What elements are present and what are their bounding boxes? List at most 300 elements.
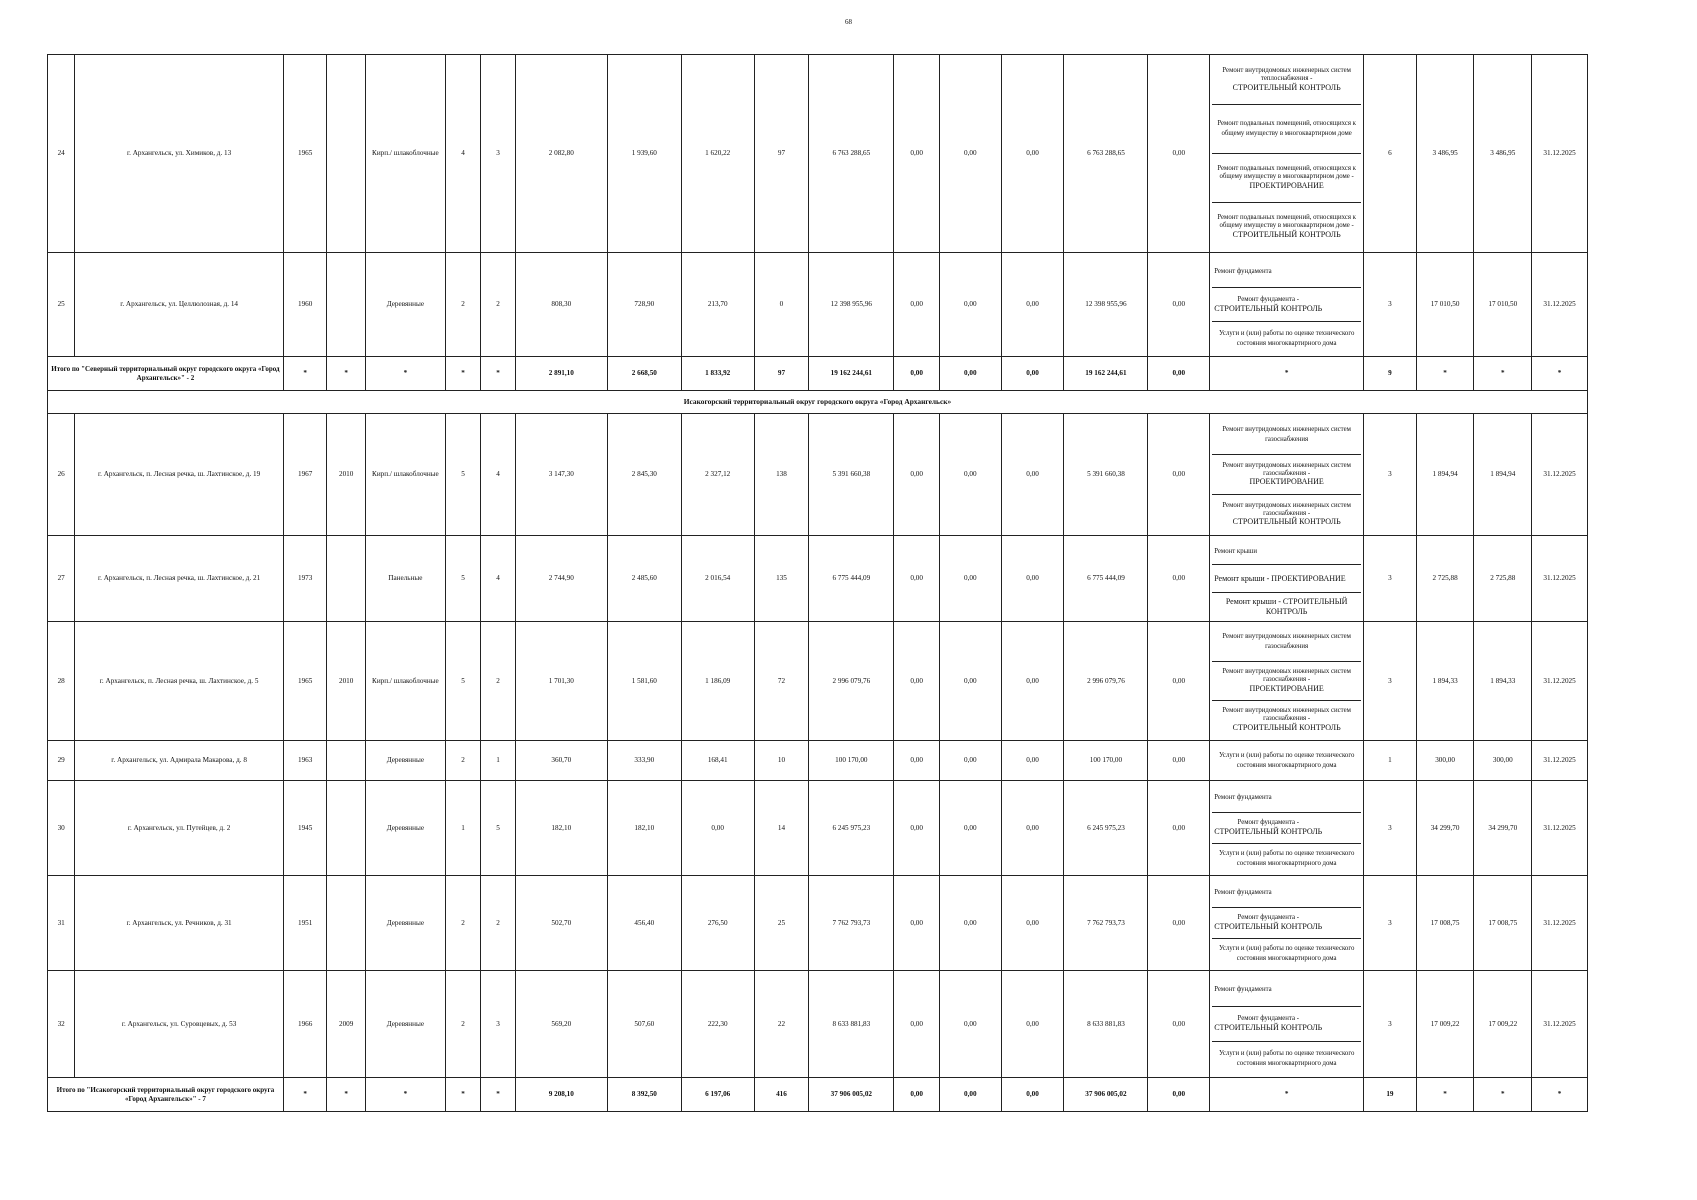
cell-n: 24 — [48, 55, 75, 253]
cell-year-overhaul: 2009 — [327, 971, 365, 1078]
work-item-stage: СТРОИТЕЛЬНЫЙ КОНТРОЛЬ — [1232, 229, 1341, 239]
work-item — [1212, 537, 1361, 565]
work-item — [1212, 939, 1361, 969]
work-item — [1212, 972, 1361, 1007]
total-works-count: 19 — [1364, 1078, 1417, 1112]
table-row — [48, 781, 1588, 876]
cell-c-mun: 0,00 — [1001, 781, 1064, 876]
cell-c-fed: 0,00 — [894, 741, 940, 781]
total-residents: 416 — [754, 1078, 809, 1112]
cell-residents: 22 — [754, 971, 809, 1078]
cell-unit-limit: 17 009,22 — [1474, 971, 1532, 1078]
cell-floors: 4 — [445, 55, 480, 253]
work-item-text: Услуги и (или) работы по оценке технического состояния многоквартирного дома — [1218, 751, 1355, 769]
total-empty-mark: * — [1416, 357, 1474, 391]
cell-unit-limit: 17 010,50 — [1474, 253, 1532, 357]
cell-n: 29 — [48, 741, 75, 781]
work-item — [1212, 1007, 1361, 1042]
cell-residents: 25 — [754, 876, 809, 971]
cell-c-mun: 0,00 — [1001, 971, 1064, 1078]
cell-works-count: 3 — [1364, 622, 1417, 741]
cell-address: г. Архангельск, п. Лесная речка, ш. Лахтинское, д. 19 — [75, 414, 284, 536]
work-item — [1212, 742, 1361, 779]
cell-walls: Деревянные — [365, 876, 445, 971]
work-item-text: Ремонт внутридомовых инженерных систем теплоснабжения - — [1222, 67, 1351, 83]
cell-c-fed: 0,00 — [894, 876, 940, 971]
cell-walls: Кирп./ шлакоблочные — [365, 622, 445, 741]
work-item — [1212, 1042, 1361, 1076]
cell-area-res: 2 845,30 — [607, 414, 681, 536]
total-area-priv: 6 197,06 — [681, 1078, 754, 1112]
cell-entrances: 2 — [481, 876, 515, 971]
cell-floors: 5 — [445, 536, 480, 622]
work-item-text: Ремонт фундамента - — [1237, 295, 1299, 303]
total-empty-mark: * — [283, 357, 327, 391]
cell-cost-total: 8 633 881,83 — [809, 971, 894, 1078]
work-item-text: Ремонт внутридомовых инженерных систем газоснабжения — [1222, 425, 1351, 443]
cell-walls: Деревянные — [365, 781, 445, 876]
work-item — [1212, 105, 1361, 154]
table-row — [48, 414, 1588, 536]
cell-works — [1210, 536, 1364, 622]
cell-c-other: 0,00 — [1148, 536, 1210, 622]
total-empty-mark: * — [1210, 357, 1364, 391]
work-item-stage: Ремонт крыши - СТРОИТЕЛЬНЫЙ КОНТРОЛЬ — [1225, 596, 1348, 616]
work-item — [1212, 701, 1361, 739]
cell-entrances: 5 — [481, 781, 515, 876]
cell-entrances: 2 — [481, 622, 515, 741]
work-item — [1212, 56, 1361, 105]
cell-cost-total: 12 398 955,96 — [809, 253, 894, 357]
cell-c-reg: 0,00 — [939, 55, 1001, 253]
cell-c-other: 0,00 — [1148, 971, 1210, 1078]
cell-c-other: 0,00 — [1148, 414, 1210, 536]
cell-c-mun: 0,00 — [1001, 55, 1064, 253]
cell-year-overhaul — [327, 781, 365, 876]
cell-deadline: 31.12.2025 — [1532, 414, 1588, 536]
cell-c-fed: 0,00 — [894, 414, 940, 536]
rows-north — [48, 55, 1588, 357]
work-item-text: Ремонт фундамента — [1214, 267, 1272, 275]
total-empty-mark: * — [481, 1078, 515, 1112]
cell-n: 27 — [48, 536, 75, 622]
cell-cost-total: 5 391 660,38 — [809, 414, 894, 536]
cell-year-overhaul — [327, 253, 365, 357]
cell-entrances: 3 — [481, 971, 515, 1078]
cell-c-mun: 0,00 — [1001, 253, 1064, 357]
cell-unit-limit: 3 486,95 — [1474, 55, 1532, 253]
work-item-text: Ремонт подвальных помещений, относящихся к общему имуществу в многоквартирном доме — [1217, 120, 1356, 137]
cell-c-other: 0,00 — [1148, 253, 1210, 357]
cell-residents: 10 — [754, 741, 809, 781]
total-empty-mark: * — [445, 357, 480, 391]
work-item-text: Ремонт внутридомовых инженерных систем газоснабжения - — [1222, 707, 1351, 723]
cell-floors: 2 — [445, 253, 480, 357]
cell-residents: 0 — [754, 253, 809, 357]
table-row — [48, 536, 1588, 622]
cell-walls: Панельные — [365, 536, 445, 622]
cell-unit-cost: 17 008,75 — [1416, 876, 1474, 971]
cell-year: 1973 — [283, 536, 327, 622]
cell-deadline: 31.12.2025 — [1532, 55, 1588, 253]
cell-year: 1945 — [283, 781, 327, 876]
table-row — [48, 253, 1588, 357]
cell-works — [1210, 622, 1364, 741]
cell-n: 30 — [48, 781, 75, 876]
cell-entrances: 1 — [481, 741, 515, 781]
work-item-text: Ремонт внутридомовых инженерных систем газоснабжения - — [1222, 461, 1351, 477]
cell-area-priv: 168,41 — [681, 741, 754, 781]
cell-c-other: 0,00 — [1148, 741, 1210, 781]
cell-c-fed: 0,00 — [894, 622, 940, 741]
work-item — [1212, 908, 1361, 939]
work-item — [1212, 288, 1361, 322]
cell-unit-cost: 17 010,50 — [1416, 253, 1474, 357]
cell-area-total: 502,70 — [515, 876, 607, 971]
total-empty-mark: * — [1532, 357, 1588, 391]
total-area-res: 2 668,50 — [607, 357, 681, 391]
total-c-other: 0,00 — [1148, 357, 1210, 391]
total-area-total: 9 208,10 — [515, 1078, 607, 1112]
cell-unit-cost: 2 725,88 — [1416, 536, 1474, 622]
cell-unit-cost: 1 894,33 — [1416, 622, 1474, 741]
cell-year-overhaul: 2010 — [327, 414, 365, 536]
total-label: Итого по "Северный территориальный округ городского округа «Город Архангельск»" - 2 — [48, 357, 284, 391]
work-item-text: Ремонт фундамента - — [1237, 819, 1299, 827]
section-title: Исакогорский территориальный округ городского округа «Город Архангельск» — [48, 391, 1588, 414]
cell-year-overhaul — [327, 55, 365, 253]
work-item-stage: СТРОИТЕЛЬНЫЙ КОНТРОЛЬ — [1214, 1023, 1323, 1032]
cell-deadline: 31.12.2025 — [1532, 622, 1588, 741]
cell-walls: Деревянные — [365, 971, 445, 1078]
cell-n: 26 — [48, 414, 75, 536]
total-empty-mark: * — [365, 357, 445, 391]
total-empty-mark: * — [1474, 1078, 1532, 1112]
cell-c-mun: 0,00 — [1001, 536, 1064, 622]
cell-works — [1210, 55, 1364, 253]
cell-area-priv: 213,70 — [681, 253, 754, 357]
cell-deadline: 31.12.2025 — [1532, 876, 1588, 971]
cell-address: г. Архангельск, ул. Речников, д. 31 — [75, 876, 284, 971]
cell-unit-limit: 300,00 — [1474, 741, 1532, 781]
cell-c-owners: 6 763 288,65 — [1064, 55, 1148, 253]
cell-c-owners: 8 633 881,83 — [1064, 971, 1148, 1078]
cell-year: 1963 — [283, 741, 327, 781]
cell-area-res: 333,90 — [607, 741, 681, 781]
cell-works-count: 3 — [1364, 781, 1417, 876]
cell-c-fed: 0,00 — [894, 253, 940, 357]
cell-area-priv: 276,50 — [681, 876, 754, 971]
cell-area-total: 2 082,80 — [515, 55, 607, 253]
table-row — [48, 971, 1588, 1078]
total-area-res: 8 392,50 — [607, 1078, 681, 1112]
cell-unit-cost: 1 894,94 — [1416, 414, 1474, 536]
work-item-stage: СТРОИТЕЛЬНЫЙ КОНТРОЛЬ — [1232, 82, 1341, 92]
cell-area-priv: 0,00 — [681, 781, 754, 876]
work-item — [1212, 455, 1361, 495]
total-empty-mark: * — [1474, 357, 1532, 391]
cell-year: 1967 — [283, 414, 327, 536]
cell-unit-cost: 34 299,70 — [1416, 781, 1474, 876]
cell-area-total: 569,20 — [515, 971, 607, 1078]
rows-isakogorsky — [48, 414, 1588, 1078]
total-empty-mark: * — [445, 1078, 480, 1112]
cell-residents: 97 — [754, 55, 809, 253]
work-item-stage: СТРОИТЕЛЬНЫЙ КОНТРОЛЬ — [1232, 517, 1341, 527]
cell-area-priv: 2 327,12 — [681, 414, 754, 536]
total-area-total: 2 891,10 — [515, 357, 607, 391]
table-row — [48, 876, 1588, 971]
cell-address: г. Архангельск, ул. Путейцев, д. 2 — [75, 781, 284, 876]
cell-unit-limit: 34 299,70 — [1474, 781, 1532, 876]
cell-area-res: 2 485,60 — [607, 536, 681, 622]
work-item-stage: ПРОЕКТИРОВАНИЕ — [1249, 683, 1324, 693]
cell-area-total: 808,30 — [515, 253, 607, 357]
cell-year-overhaul — [327, 876, 365, 971]
page-number: 68 — [845, 18, 852, 26]
cell-works-count: 3 — [1364, 536, 1417, 622]
cell-c-other: 0,00 — [1148, 876, 1210, 971]
cell-c-fed: 0,00 — [894, 55, 940, 253]
cell-area-total: 3 147,30 — [515, 414, 607, 536]
cell-c-fed: 0,00 — [894, 536, 940, 622]
cell-cost-total: 7 762 793,73 — [809, 876, 894, 971]
cell-cost-total: 6 763 288,65 — [809, 55, 894, 253]
cell-unit-limit: 1 894,94 — [1474, 414, 1532, 536]
cell-unit-limit: 1 894,33 — [1474, 622, 1532, 741]
cell-unit-limit: 2 725,88 — [1474, 536, 1532, 622]
work-item-text: Услуги и (или) работы по оценке технического состояния многоквартирного дома — [1218, 850, 1355, 867]
cell-year: 1965 — [283, 55, 327, 253]
cell-deadline: 31.12.2025 — [1532, 781, 1588, 876]
cell-floors: 2 — [445, 971, 480, 1078]
work-item-text: Ремонт фундамента — [1214, 986, 1272, 994]
work-item-text: Услуги и (или) работы по оценке технического состояния многоквартирного дома — [1218, 945, 1355, 962]
work-item-text: Ремонт внутридомовых инженерных систем газоснабжения - — [1222, 668, 1351, 684]
cell-c-mun: 0,00 — [1001, 741, 1064, 781]
cell-area-res: 507,60 — [607, 971, 681, 1078]
work-item-text: Ремонт подвальных помещений, относящихся к общему имуществу в многоквартирном доме - — [1217, 214, 1356, 230]
cell-works-count: 3 — [1364, 876, 1417, 971]
cell-deadline: 31.12.2025 — [1532, 741, 1588, 781]
cell-works-count: 1 — [1364, 741, 1417, 781]
work-item-stage: ПРОЕКТИРОВАНИЕ — [1249, 180, 1324, 190]
work-item-text: Ремонт внутридомовых инженерных систем газоснабжения - — [1222, 501, 1351, 517]
cell-c-other: 0,00 — [1148, 622, 1210, 741]
work-item — [1212, 203, 1361, 251]
total-c-mun: 0,00 — [1001, 1078, 1064, 1112]
total-empty-mark: * — [327, 1078, 365, 1112]
cell-area-res: 728,90 — [607, 253, 681, 357]
cell-residents: 135 — [754, 536, 809, 622]
work-item-stage: Ремонт крыши - ПРОЕКТИРОВАНИЕ — [1214, 573, 1346, 583]
cell-c-owners: 7 762 793,73 — [1064, 876, 1148, 971]
cell-area-priv: 1 620,22 — [681, 55, 754, 253]
work-item-text: Ремонт фундамента - — [1237, 914, 1299, 922]
cell-entrances: 3 — [481, 55, 515, 253]
cell-year: 1951 — [283, 876, 327, 971]
work-item-text: Услуги и (или) работы по оценке технического состояния многоквартирного дома — [1218, 1050, 1355, 1067]
cell-area-total: 1 701,30 — [515, 622, 607, 741]
cell-residents: 14 — [754, 781, 809, 876]
table-row — [48, 55, 1588, 253]
work-item — [1212, 415, 1361, 455]
table-row — [48, 741, 1588, 781]
total-empty-mark: * — [1532, 1078, 1588, 1112]
cell-c-mun: 0,00 — [1001, 414, 1064, 536]
work-item-text: Ремонт крыши — [1214, 547, 1258, 555]
cell-works — [1210, 414, 1364, 536]
cell-cost-total: 6 775 444,09 — [809, 536, 894, 622]
cell-floors: 2 — [445, 741, 480, 781]
cell-n: 28 — [48, 622, 75, 741]
cell-area-res: 456,40 — [607, 876, 681, 971]
cell-residents: 138 — [754, 414, 809, 536]
cell-year: 1960 — [283, 253, 327, 357]
table-row — [48, 622, 1588, 741]
cell-c-owners: 100 170,00 — [1064, 741, 1148, 781]
work-item — [1212, 322, 1361, 355]
cell-unit-cost: 17 009,22 — [1416, 971, 1474, 1078]
total-row — [48, 1078, 1588, 1112]
cell-works — [1210, 876, 1364, 971]
cell-year: 1965 — [283, 622, 327, 741]
cell-area-total: 360,70 — [515, 741, 607, 781]
cell-walls: Деревянные — [365, 253, 445, 357]
cell-address: г. Архангельск, ул. Целлюлозная, д. 14 — [75, 253, 284, 357]
cell-works — [1210, 253, 1364, 357]
cell-cost-total: 100 170,00 — [809, 741, 894, 781]
work-item — [1212, 844, 1361, 874]
work-item — [1212, 565, 1361, 593]
work-item-stage: ПРОЕКТИРОВАНИЕ — [1249, 477, 1324, 487]
work-item — [1212, 782, 1361, 813]
work-item-text: Ремонт внутридомовых инженерных систем газоснабжения — [1222, 633, 1351, 650]
cell-n: 31 — [48, 876, 75, 971]
cell-c-reg: 0,00 — [939, 741, 1001, 781]
total-c-mun: 0,00 — [1001, 357, 1064, 391]
total-empty-mark: * — [1210, 1078, 1364, 1112]
total-empty-mark: * — [1416, 1078, 1474, 1112]
cell-works — [1210, 741, 1364, 781]
cell-residents: 72 — [754, 622, 809, 741]
cell-c-reg: 0,00 — [939, 971, 1001, 1078]
cell-c-mun: 0,00 — [1001, 622, 1064, 741]
cell-cost-total: 6 245 975,23 — [809, 781, 894, 876]
cell-year-overhaul — [327, 741, 365, 781]
work-item — [1212, 662, 1361, 701]
capital-repair-table — [47, 54, 1588, 1112]
cell-area-res: 182,10 — [607, 781, 681, 876]
total-cost-total: 37 906 005,02 — [809, 1078, 894, 1112]
work-item-text: Ремонт фундамента — [1214, 794, 1272, 802]
work-item-stage: СТРОИТЕЛЬНЫЙ КОНТРОЛЬ — [1214, 827, 1323, 836]
cell-area-priv: 2 016,54 — [681, 536, 754, 622]
cell-works-count: 6 — [1364, 55, 1417, 253]
cell-unit-cost: 300,00 — [1416, 741, 1474, 781]
cell-floors: 5 — [445, 622, 480, 741]
cell-works — [1210, 781, 1364, 876]
work-item — [1212, 593, 1361, 620]
total-empty-mark: * — [365, 1078, 445, 1112]
cell-entrances: 4 — [481, 414, 515, 536]
cell-unit-cost: 3 486,95 — [1416, 55, 1474, 253]
work-item — [1212, 813, 1361, 844]
cell-floors: 1 — [445, 781, 480, 876]
total-c-reg: 0,00 — [939, 1078, 1001, 1112]
work-item — [1212, 254, 1361, 288]
cell-area-res: 1 581,60 — [607, 622, 681, 741]
work-item — [1212, 154, 1361, 203]
total-c-other: 0,00 — [1148, 1078, 1210, 1112]
total-empty-mark: * — [481, 357, 515, 391]
total-c-owners: 37 906 005,02 — [1064, 1078, 1148, 1112]
work-item-stage: СТРОИТЕЛЬНЫЙ КОНТРОЛЬ — [1214, 922, 1323, 931]
work-item-text: Ремонт подвальных помещений, относящихся к общему имуществу в многоквартирном доме - — [1217, 165, 1356, 181]
cell-works-count: 3 — [1364, 253, 1417, 357]
total-c-reg: 0,00 — [939, 357, 1001, 391]
total-row — [48, 357, 1588, 391]
cell-address: г. Архангельск, п. Лесная речка, ш. Лахтинское, д. 5 — [75, 622, 284, 741]
cell-address: г. Архангельск, ул. Суровцевых, д. 53 — [75, 971, 284, 1078]
cell-unit-limit: 17 008,75 — [1474, 876, 1532, 971]
work-item-stage: СТРОИТЕЛЬНЫЙ КОНТРОЛЬ — [1214, 303, 1323, 313]
cell-address: г. Архангельск, п. Лесная речка, ш. Лахтинское, д. 21 — [75, 536, 284, 622]
cell-floors: 5 — [445, 414, 480, 536]
cell-area-priv: 1 186,09 — [681, 622, 754, 741]
work-item-stage: СТРОИТЕЛЬНЫЙ КОНТРОЛЬ — [1232, 722, 1341, 732]
cell-walls: Кирп./ шлакоблочные — [365, 55, 445, 253]
cell-c-owners: 12 398 955,96 — [1064, 253, 1148, 357]
cell-area-priv: 222,30 — [681, 971, 754, 1078]
cell-deadline: 31.12.2025 — [1532, 536, 1588, 622]
cell-deadline: 31.12.2025 — [1532, 971, 1588, 1078]
cell-c-reg: 0,00 — [939, 536, 1001, 622]
cell-n: 25 — [48, 253, 75, 357]
total-c-owners: 19 162 244,61 — [1064, 357, 1148, 391]
cell-address: г. Архангельск, ул. Адмирала Макарова, д. 8 — [75, 741, 284, 781]
total-isakogorsky-body — [48, 1078, 1588, 1112]
cell-year: 1966 — [283, 971, 327, 1078]
cell-entrances: 2 — [481, 253, 515, 357]
work-item — [1212, 877, 1361, 908]
cell-c-other: 0,00 — [1148, 55, 1210, 253]
cell-floors: 2 — [445, 876, 480, 971]
cell-area-total: 2 744,90 — [515, 536, 607, 622]
work-item — [1212, 495, 1361, 534]
cell-c-other: 0,00 — [1148, 781, 1210, 876]
section-header-row — [48, 391, 1588, 414]
cell-c-owners: 5 391 660,38 — [1064, 414, 1148, 536]
total-empty-mark: * — [283, 1078, 327, 1112]
cell-walls: Кирп./ шлакоблочные — [365, 414, 445, 536]
total-area-priv: 1 833,92 — [681, 357, 754, 391]
cell-c-mun: 0,00 — [1001, 876, 1064, 971]
total-label: Итого по "Исакогорский территориальный округ городского округа «Город Архангельск»" - 7 — [48, 1078, 284, 1112]
total-works-count: 9 — [1364, 357, 1417, 391]
cell-walls: Деревянные — [365, 741, 445, 781]
cell-c-fed: 0,00 — [894, 781, 940, 876]
work-item-text: Услуги и (или) работы по оценке технического состояния многоквартирного дома — [1218, 329, 1355, 347]
cell-c-reg: 0,00 — [939, 781, 1001, 876]
total-cost-total: 19 162 244,61 — [809, 357, 894, 391]
total-c-fed: 0,00 — [894, 1078, 940, 1112]
cell-address: г. Архангельск, ул. Химиков, д. 13 — [75, 55, 284, 253]
cell-entrances: 4 — [481, 536, 515, 622]
cell-c-reg: 0,00 — [939, 253, 1001, 357]
cell-works-count: 3 — [1364, 971, 1417, 1078]
work-item — [1212, 623, 1361, 662]
